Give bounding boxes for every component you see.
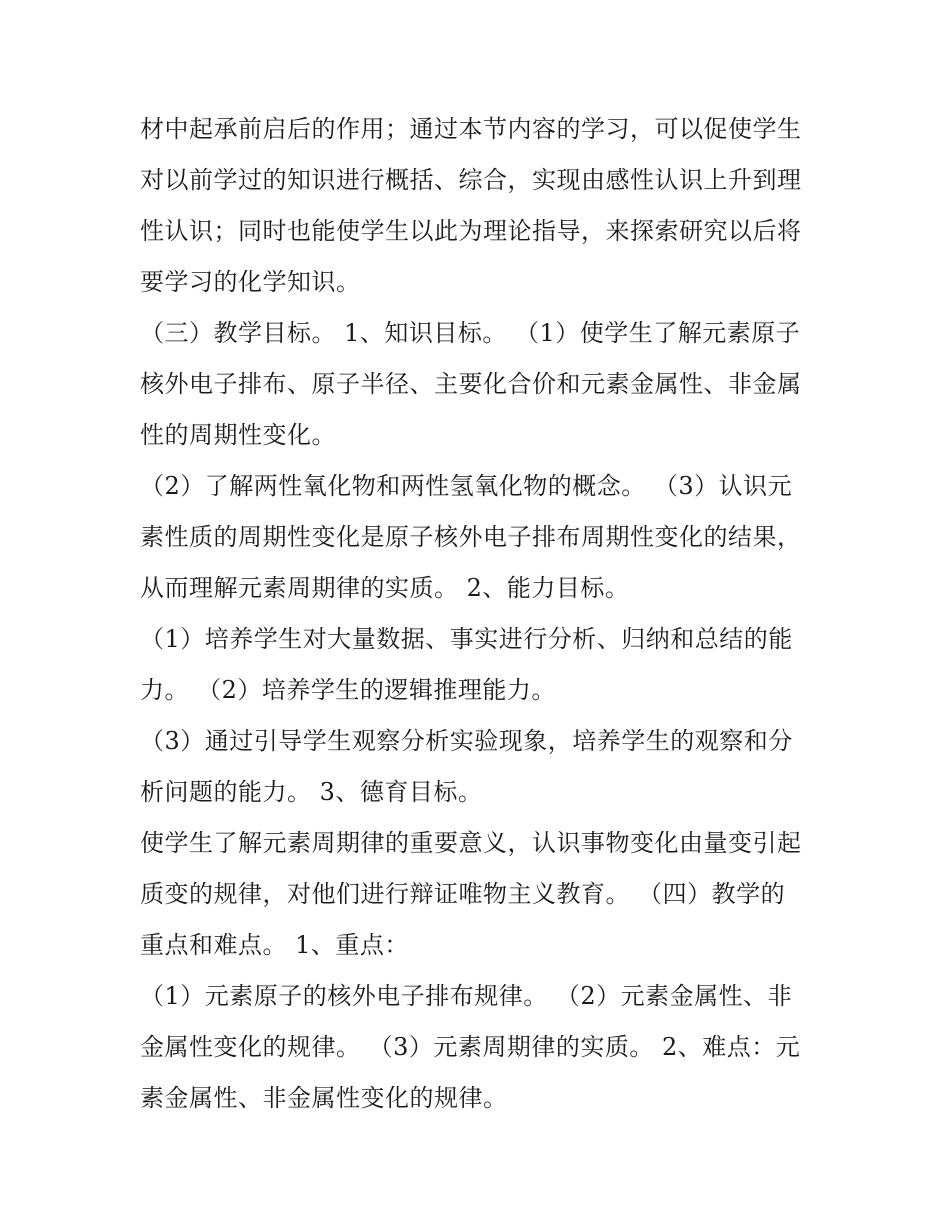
text-line: 性认识；同时也能使学生以此为理论指导，来探索研究以后将 bbox=[140, 217, 802, 245]
text-line: 析问题的能力。 3、德育目标。 bbox=[140, 778, 483, 806]
paragraph-moral-objectives bbox=[140, 818, 830, 971]
paragraph-observation-ability bbox=[140, 716, 830, 818]
paragraph-knowledge-objectives bbox=[140, 461, 830, 614]
text-line: （3）通过引导学生观察分析实验现象，培养学生的观察和分 bbox=[140, 727, 793, 755]
text-line: （2）了解两性氧化物和两性氢氧化物的概念。 （3）认识元 bbox=[140, 472, 793, 500]
text-line: 核外电子排布、原子半径、主要化合价和元素金属性、非金属 bbox=[140, 370, 802, 398]
paragraph-key-points bbox=[140, 971, 830, 1124]
text-line: （1）元素原子的核外电子排布规律。 （2）元素金属性、非 bbox=[140, 982, 793, 1010]
text-line: 质变的规律，对他们进行辩证唯物主义教育。 （四）教学的 bbox=[140, 880, 786, 908]
text-line: 金属性变化的规律。 （3）元素周期律的实质。 2、难点：元 bbox=[140, 1033, 801, 1061]
text-line: （1）培养学生对大量数据、事实进行分析、归纳和总结的能 bbox=[140, 625, 793, 653]
text-line: 从而理解元素周期律的实质。 2、能力目标。 bbox=[140, 574, 630, 602]
text-line: （三）教学目标。 1、知识目标。 （1）使学生了解元素原子 bbox=[140, 319, 801, 347]
text-line: 使学生了解元素周期律的重要意义，认识事物变化由量变引起 bbox=[140, 829, 802, 857]
text-line: 要学习的化学知识。 bbox=[140, 268, 361, 296]
text-line: 素性质的周期性变化是原子核外电子排布周期性变化的结果， bbox=[140, 523, 802, 551]
text-line: 重点和难点。 1、重点： bbox=[140, 931, 409, 959]
text-line: 力。 （2）培养学生的逻辑推理能力。 bbox=[140, 676, 556, 704]
paragraph-intro-continuation bbox=[140, 104, 830, 308]
text-line: 材中起承前启后的作用；通过本节内容的学习，可以促使学生 bbox=[140, 115, 802, 143]
document-body bbox=[140, 104, 830, 1124]
text-line: 对以前学过的知识进行概括、综合，实现由感性认识上升到理 bbox=[140, 166, 802, 194]
paragraph-ability-objectives bbox=[140, 614, 830, 716]
text-line: 素金属性、非金属性变化的规律。 bbox=[140, 1084, 508, 1112]
paragraph-teaching-objectives bbox=[140, 308, 830, 461]
text-line: 性的周期性变化。 bbox=[140, 421, 336, 449]
